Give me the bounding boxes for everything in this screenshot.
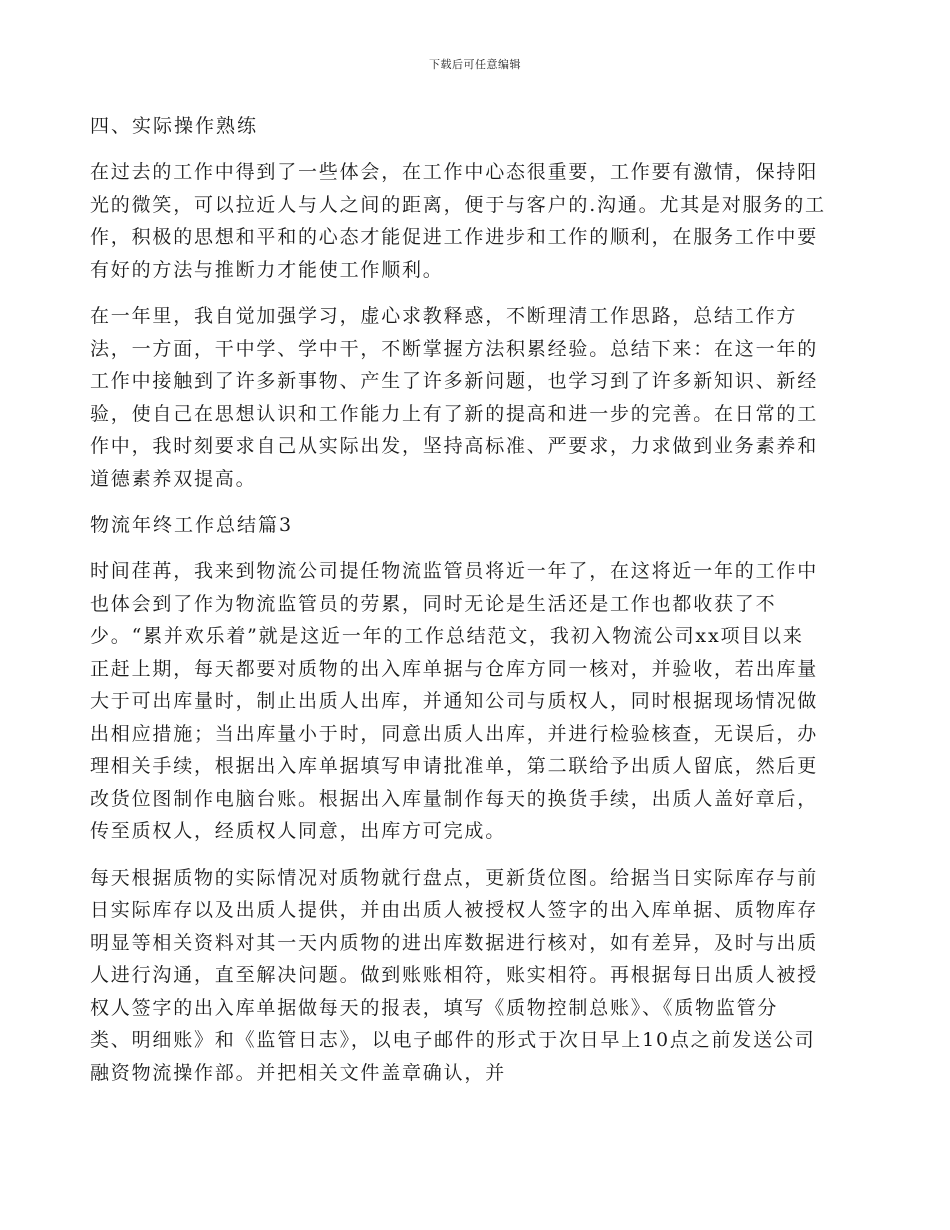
paragraph-line: 光的微笑，可以拉近人与人之间的距离，便于与客户的.沟通。尤其是对服务的工	[90, 193, 826, 216]
paragraph-daily-check	[90, 862, 860, 1090]
paragraph-line: 每天根据质物的实际情况对质物就行盘点，更新货位图。给据当日实际库存与前	[90, 866, 819, 889]
paragraph-line: 理相关手续，根据出入库单据填写申请批准单，第二联给予出质人留底，然后更	[90, 755, 819, 777]
paragraph-line: 大于可出库量时，制止出质人出库，并通知公司与质权人，同时根据现场情况做	[90, 690, 819, 712]
paragraph-line: 在一年里，我自觉加强学习，虚心求教释惑，不断理清工作思路，总结工作方	[90, 305, 798, 327]
paragraph-line: 传至质权人，经质权人同意，出库方可完成。	[90, 820, 507, 842]
paragraph-line: 也体会到了作为物流监管员的劳累，同时无论是生活还是工作也都收获了不	[90, 592, 777, 615]
paragraph-line: 改货位图制作电脑台账。根据出入库量制作每天的换货手续，出质人盖好章后，	[90, 787, 819, 810]
paragraph-line: 法，一方面，干中学、学中干，不断掌握方法积累经验。总结下来：在这一年的	[90, 337, 819, 360]
paragraph-line: 作，积极的思想和平和的心态才能促进工作进步和工作的顺利，在服务工作中要	[90, 226, 819, 248]
paragraph-line: 融资物流操作部。并把相关文件盖章确认，并	[90, 1061, 507, 1084]
paragraph-learning	[90, 300, 860, 495]
paragraph-supervisor	[90, 555, 860, 848]
paragraph-line: 类、明细账》和《监管日志》，以电子邮件的形式于次日早上10点之前发送公司	[90, 1029, 816, 1051]
paragraph-line: 明显等相关资料对其一天内质物的进出库数据进行核对，如有差异，及时与出质	[90, 931, 819, 954]
header-note: 下载后可任意编辑	[429, 58, 521, 71]
paragraph-line: 权人签字的出入库单据做每天的报表，填写《质物控制总账》、《质物监管分	[90, 996, 779, 1019]
paragraph-line: 少。“累并欢乐着”就是这近一年的工作总结范文，我初入物流公司xx项目以来	[90, 625, 804, 647]
paragraph-experience	[90, 156, 860, 286]
paragraph-line: 工作中接触到了许多新事物、产生了许多新问题，也学习到了许多新知识、新经	[90, 370, 819, 392]
paragraph-line: 有好的方法与推断力才能使工作顺利。	[90, 258, 444, 281]
section-heading-summary-3: 物流年终工作总结篇3	[90, 514, 294, 536]
paragraph-line: 出相应措施；当出库量小于时，同意出质人出库，并进行检验核查，无误后，办	[90, 722, 819, 745]
paragraph-line: 作中，我时刻要求自己从实际出发，坚持高标准、严要求，力求做到业务素养和	[90, 435, 819, 457]
paragraph-line: 时间荏苒，我来到物流公司提任物流监管员将近一年了，在这将近一年的工作中	[90, 560, 819, 582]
paragraph-line: 日实际库存以及出质人提供，并由出质人被授权人签字的出入库单据、质物库存	[90, 899, 819, 921]
paragraph-line: 正赶上期，每天都要对质物的出入库单据与仓库方同一核对，并验收，若出库量	[90, 657, 819, 680]
paragraph-line: 道德素养双提高。	[90, 467, 257, 490]
section-heading-practice: 四、实际操作熟练	[90, 115, 259, 137]
paragraph-line: 人进行沟通，直至解决问题。做到账账相符，账实相符。再根据每日出质人被授	[90, 964, 819, 986]
paragraph-line: 验，使自己在思想认识和工作能力上有了新的提高和进一步的完善。在日常的工	[90, 402, 819, 425]
paragraph-line: 在过去的工作中得到了一些体会，在工作中心态很重要，工作要有激情，保持阳	[90, 161, 819, 183]
document-body	[90, 110, 860, 1103]
